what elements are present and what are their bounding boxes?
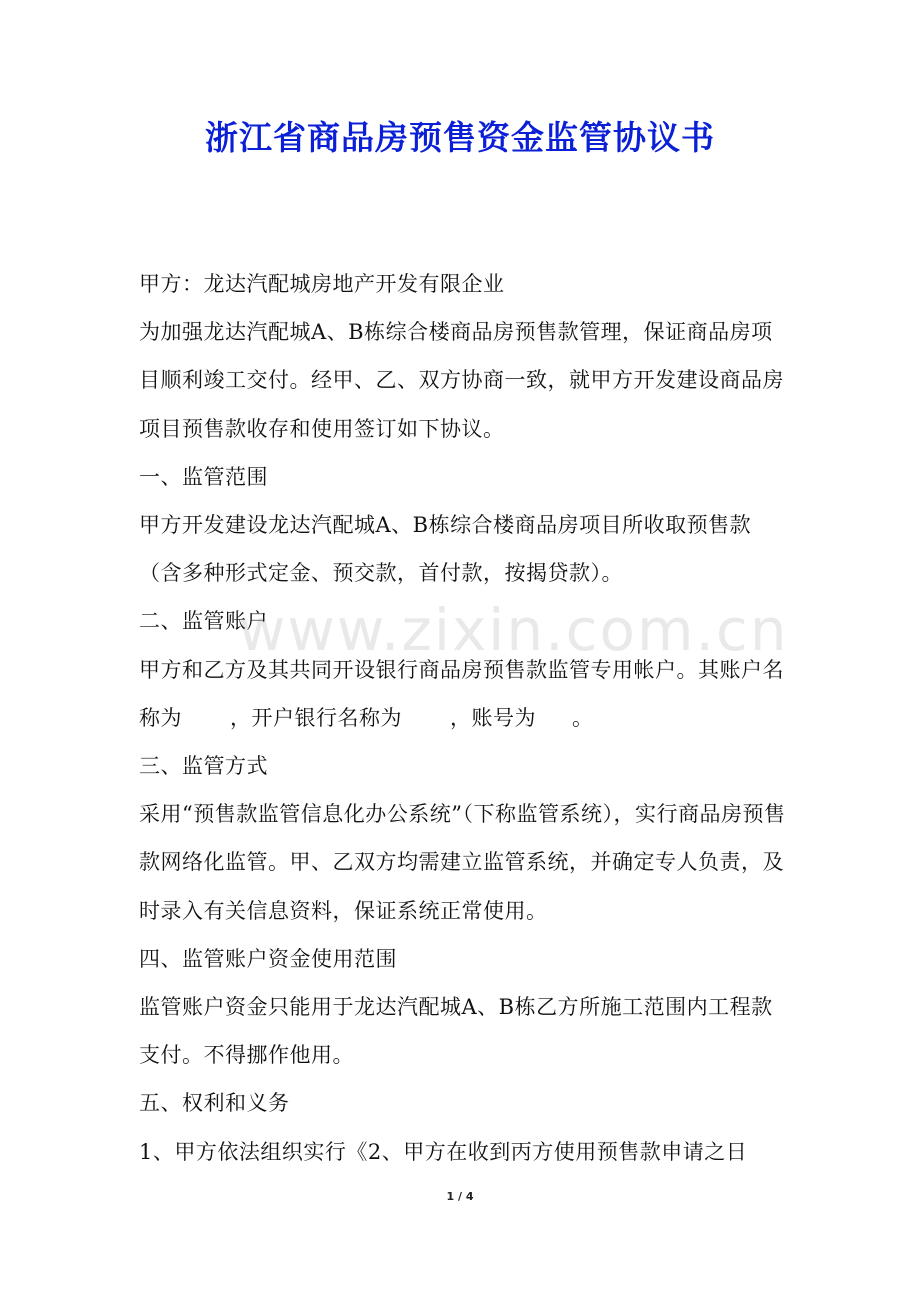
section-3-heading: 三、监管方式 [139, 754, 268, 779]
document-body [139, 260, 787, 1176]
document-title: 浙江省商品房预售资金监管协议书 [205, 118, 715, 157]
bank-name-text: ，开户银行名称为 [230, 705, 402, 730]
section-5-heading: 五、权利和义务 [139, 1091, 290, 1116]
watermark: www.zixin.com.cn [238, 596, 789, 664]
section-4-heading: 四、监管账户资金使用范围 [139, 946, 397, 971]
intro-paragraph: 为加强龙达汽配城A、B栋综合楼商品房预售款管理，保证商品房项目顺利竣工交付。经甲、乙、双方协商一致，就甲方开发建设商品房项目预售款收存和使用签订如下协议。 [139, 320, 784, 441]
party-a-line: 甲方：龙达汽配城房地产开发有限企业 [139, 272, 505, 296]
section-1-body: 甲方开发建设龙达汽配城A、B栋综合楼商品房项目所收取预售款（含多种形式定金、预交款，首付款，按揭贷款）。 [139, 513, 752, 586]
section-5-item-1: 1、甲方依法组织实行《2、甲方在收到丙方使用预售款申请之日 [139, 1139, 748, 1164]
account-name-text: 甲方和乙方及其共同开设银行商品房预售款监管专用帐户。其账户名称为 [139, 657, 784, 730]
section-2-body [139, 646, 787, 742]
section-4-body: 监管账户资金只能用于龙达汽配城A、B栋乙方所施工范围内工程款支付。不得挪作他用。 [139, 995, 773, 1068]
section-3-body: 采用“预售款监管信息化办公系统”（下称监管系统），实行商品房预售款网络化监管。甲、乙双方均需建立监管系统，并确定专人负责，及时录入有关信息资料，保证系统正常使用。 [139, 802, 786, 923]
section-2-period: 。 [572, 705, 594, 730]
section-1-heading: 一、监管范围 [139, 464, 268, 489]
section-2-heading: 二、监管账户 [139, 609, 268, 634]
page-indicator: 1 / 4 [446, 1190, 474, 1203]
account-number-text: ，账号为 [450, 705, 536, 730]
